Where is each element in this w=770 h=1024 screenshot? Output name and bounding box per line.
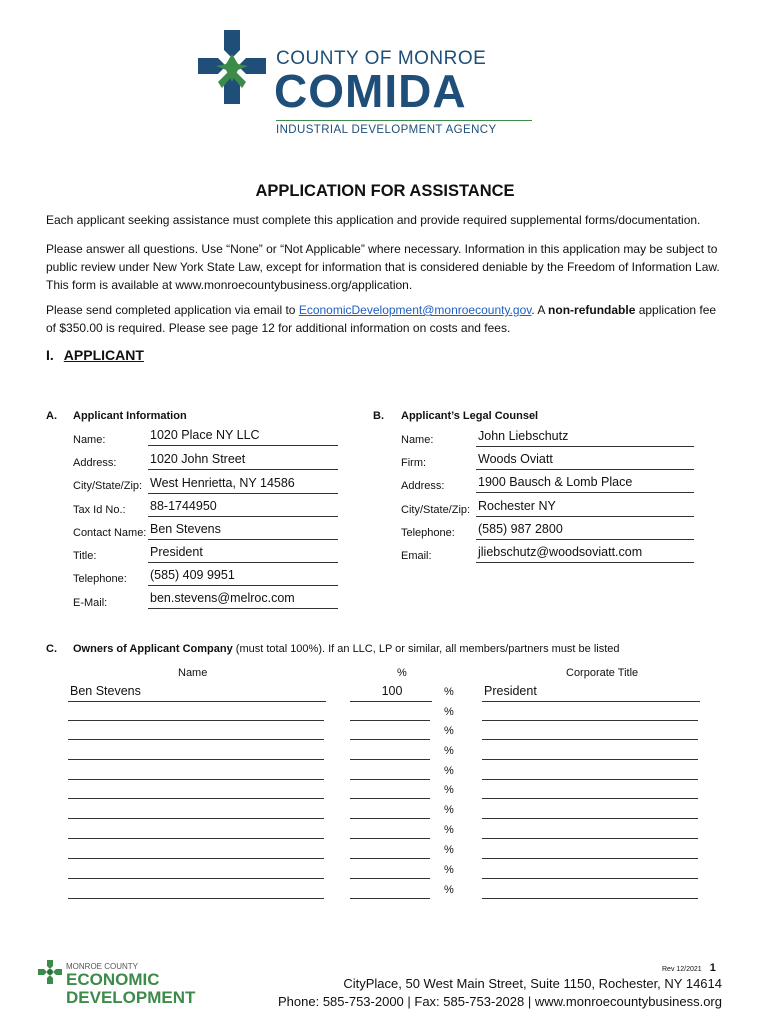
owner-1-pct[interactable]: 100 bbox=[350, 684, 432, 702]
part-c-heading: Owners of Applicant Company bbox=[73, 643, 233, 655]
eco-logo-line3: DEVELOPMENT bbox=[66, 988, 196, 1007]
owner-4-title[interactable] bbox=[482, 743, 698, 760]
part-b-heading: Applicant’s Legal Counsel bbox=[401, 410, 539, 422]
a-email-label: E-Mail: bbox=[73, 597, 108, 609]
b-firm-label: Firm: bbox=[401, 457, 427, 469]
owner-8-name[interactable] bbox=[68, 822, 324, 839]
owner-11-name[interactable] bbox=[68, 882, 324, 899]
owner-10-title[interactable] bbox=[482, 862, 698, 879]
b-city-label: City/State/Zip: bbox=[401, 504, 471, 516]
part-a-heading: Applicant Information bbox=[73, 410, 187, 422]
a-title-label: Title: bbox=[73, 550, 97, 562]
economic-development-logo bbox=[38, 958, 238, 1008]
owner-8-title[interactable] bbox=[482, 822, 698, 839]
owner-2-name[interactable] bbox=[68, 704, 324, 721]
owner-10-name[interactable] bbox=[68, 862, 324, 879]
owner-7-pct[interactable] bbox=[350, 802, 430, 819]
b-firm-field[interactable]: Woods Oviatt bbox=[476, 452, 694, 470]
owner-4-name[interactable] bbox=[68, 743, 324, 760]
b-telephone-label: Telephone: bbox=[401, 527, 455, 539]
owner-1-title[interactable]: President bbox=[482, 684, 700, 702]
owner-1-name[interactable]: Ben Stevens bbox=[68, 684, 326, 702]
owners-col-pct: % bbox=[397, 667, 407, 679]
owner-10-pct-sign: % bbox=[444, 864, 454, 876]
intro-paragraph-3 bbox=[46, 301, 726, 337]
owner-5-pct[interactable] bbox=[350, 763, 430, 780]
a-name-label: Name: bbox=[73, 434, 106, 446]
logo-divider bbox=[276, 120, 532, 121]
logo-comida-text: COMIDA bbox=[274, 65, 467, 117]
b-name-field[interactable]: John Liebschutz bbox=[476, 429, 694, 447]
owners-col-name: Name bbox=[178, 667, 208, 679]
owners-col-title: Corporate Title bbox=[566, 667, 639, 679]
a-name-field[interactable]: 1020 Place NY LLC bbox=[148, 428, 338, 446]
a-city-label: City/State/Zip: bbox=[73, 480, 143, 492]
b-address-field[interactable]: 1900 Bausch & Lomb Place bbox=[476, 475, 694, 493]
page-number: 1 bbox=[709, 962, 716, 974]
intro-paragraph-1: Each applicant seeking assistance must complete this application and provide required supplemental forms/documentation. bbox=[46, 213, 701, 227]
owner-11-pct[interactable] bbox=[350, 882, 430, 899]
owner-9-name[interactable] bbox=[68, 842, 324, 859]
eco-logo-mark-icon bbox=[38, 960, 62, 984]
intro-paragraph-2: Please answer all questions. Use “None” or “Not Applicable” where necessary. Information in this application may be subject to public review under New York State Law, except for information that is considered deniable by the Freedom of Information Law. This form is available at www.monroecountybusiness.org/application. bbox=[46, 242, 720, 292]
a-address-field[interactable]: 1020 John Street bbox=[148, 452, 338, 470]
owner-9-pct-sign: % bbox=[444, 844, 454, 856]
eco-logo-line2: ECONOMIC bbox=[66, 970, 160, 989]
owner-8-pct-sign: % bbox=[444, 824, 454, 836]
owner-7-pct-sign: % bbox=[444, 804, 454, 816]
a-email-field[interactable]: ben.stevens@melroc.com bbox=[148, 591, 338, 609]
eco-logo-line1: MONROE COUNTY bbox=[66, 962, 138, 971]
owner-2-pct[interactable] bbox=[350, 704, 430, 721]
a-taxid-field[interactable]: 88-1744950 bbox=[148, 499, 338, 517]
b-name-label: Name: bbox=[401, 434, 434, 446]
a-city-field[interactable]: West Henrietta, NY 14586 bbox=[148, 476, 338, 494]
part-c-letter: C. bbox=[46, 643, 57, 655]
a-title-field[interactable]: President bbox=[148, 545, 338, 563]
p3-text-after: application fee of $350.00 is required. Please see page 12 for additional information on costs and fees. bbox=[46, 303, 717, 335]
b-address-label: Address: bbox=[401, 480, 445, 492]
owner-1-pct-sign: % bbox=[444, 686, 454, 698]
owner-9-title[interactable] bbox=[482, 842, 698, 859]
owner-3-title[interactable] bbox=[482, 723, 698, 740]
part-c-note: (must total 100%). If an LLC, LP or similar, all members/partners must be listed bbox=[232, 643, 620, 655]
owner-3-pct-sign: % bbox=[444, 725, 454, 737]
owner-8-pct[interactable] bbox=[350, 822, 430, 839]
owner-3-name[interactable] bbox=[68, 723, 324, 740]
owner-6-pct-sign: % bbox=[444, 784, 454, 796]
b-telephone-field[interactable]: (585) 987 2800 bbox=[476, 522, 694, 540]
owner-7-name[interactable] bbox=[68, 802, 324, 819]
owner-3-pct[interactable] bbox=[350, 723, 430, 740]
owner-4-pct[interactable] bbox=[350, 743, 430, 760]
footer-contact: Phone: 585-753-2000 | Fax: 585-753-2028 | www.monroecountybusiness.org bbox=[278, 994, 722, 1009]
logo-ida-text: INDUSTRIAL DEVELOPMENT AGENCY bbox=[276, 124, 497, 136]
owner-6-pct[interactable] bbox=[350, 782, 430, 799]
owner-2-pct-sign: % bbox=[444, 706, 454, 718]
owner-4-pct-sign: % bbox=[444, 745, 454, 757]
a-taxid-label: Tax Id No.: bbox=[73, 504, 126, 516]
section-number: I. bbox=[46, 347, 54, 363]
p3-text-before: Please send completed application via email to bbox=[46, 303, 299, 317]
part-c-heading-line bbox=[73, 643, 620, 655]
owner-11-pct-sign: % bbox=[444, 884, 454, 896]
owner-6-title[interactable] bbox=[482, 782, 698, 799]
owner-5-name[interactable] bbox=[68, 763, 324, 780]
a-contact-field[interactable]: Ben Stevens bbox=[148, 522, 338, 540]
owner-5-pct-sign: % bbox=[444, 765, 454, 777]
section-heading bbox=[46, 347, 144, 363]
footer-rev-line bbox=[662, 958, 716, 976]
footer-address: CityPlace, 50 West Main Street, Suite 1150, Rochester, NY 14614 bbox=[343, 976, 722, 991]
email-link[interactable]: EconomicDevelopment@monroecounty.gov bbox=[298, 303, 532, 317]
owner-10-pct[interactable] bbox=[350, 862, 430, 879]
b-email-label: Email: bbox=[401, 550, 432, 562]
page-title: APPLICATION FOR ASSISTANCE bbox=[255, 182, 515, 200]
owner-2-title[interactable] bbox=[482, 704, 698, 721]
a-contact-label: Contact Name: bbox=[73, 527, 147, 539]
b-city-field[interactable]: Rochester NY bbox=[476, 499, 694, 517]
owner-11-title[interactable] bbox=[482, 882, 698, 899]
p3-text-mid: . A bbox=[531, 303, 549, 317]
rev-label: Rev 12/2021 bbox=[662, 966, 702, 973]
section-name: APPLICANT bbox=[63, 347, 144, 363]
a-telephone-label: Telephone: bbox=[73, 573, 127, 585]
a-address-label: Address: bbox=[73, 457, 117, 469]
owner-5-title[interactable] bbox=[482, 763, 698, 780]
logo-county-text: COUNTY OF MONROE bbox=[276, 48, 487, 69]
part-a-letter: A. bbox=[46, 410, 57, 422]
part-b-letter: B. bbox=[373, 410, 384, 422]
owner-9-pct[interactable] bbox=[350, 842, 430, 859]
b-email-field[interactable]: jliebschutz@woodsoviatt.com bbox=[476, 545, 694, 563]
owner-7-title[interactable] bbox=[482, 802, 698, 819]
comida-logo-mark-icon bbox=[196, 28, 276, 108]
p3-bold-text: non-refundable bbox=[548, 303, 636, 317]
a-telephone-field[interactable]: (585) 409 9951 bbox=[148, 568, 338, 586]
owner-6-name[interactable] bbox=[68, 782, 324, 799]
